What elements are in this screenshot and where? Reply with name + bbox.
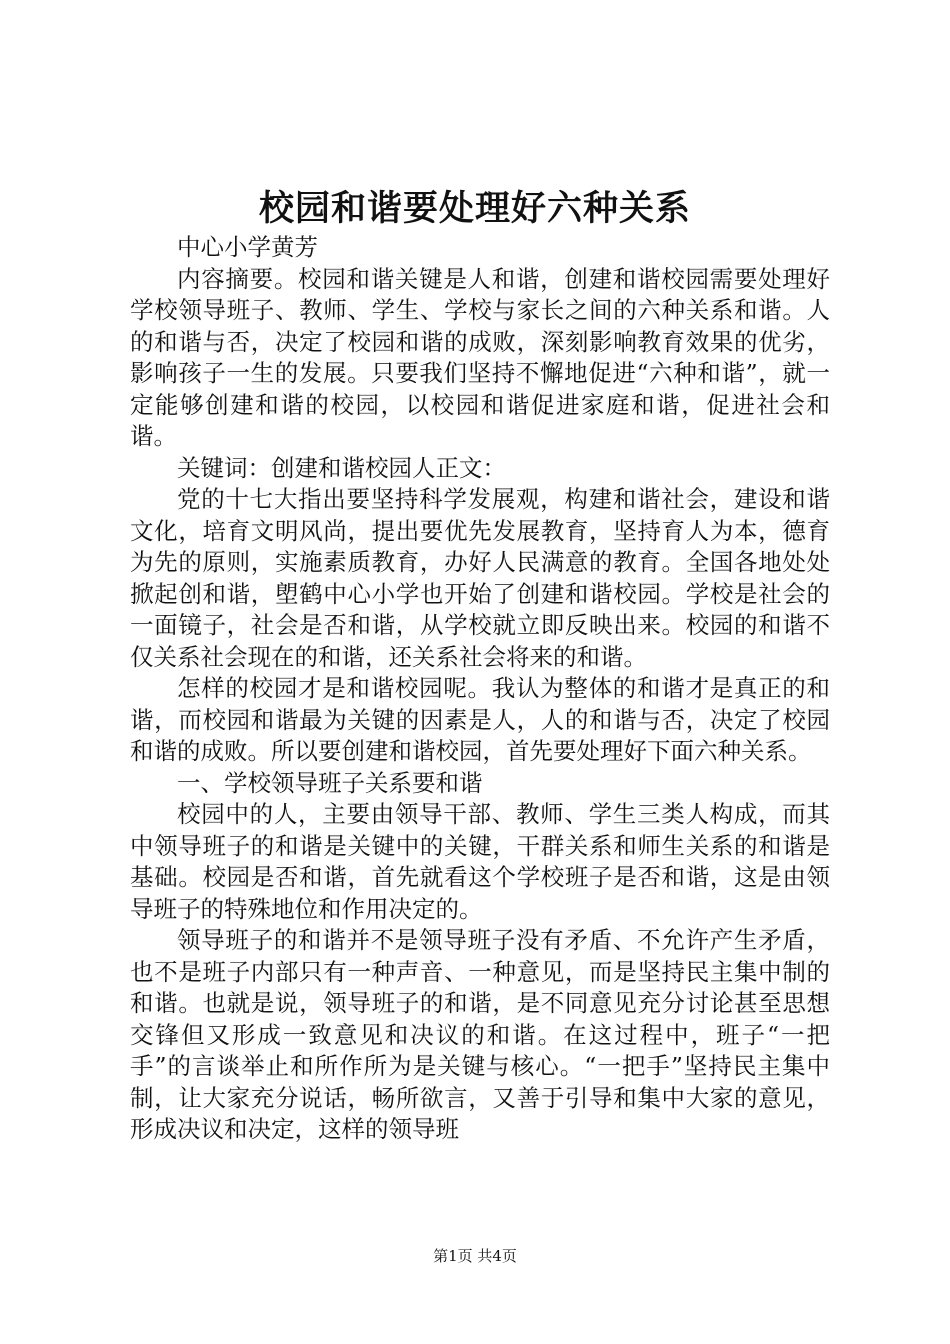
document-body bbox=[130, 232, 830, 1146]
keywords-line: 关键词：创建和谐校园人正文： bbox=[177, 453, 506, 482]
body-paragraph: 党的十七大指出要坚持科学发展观，构建和谐社会，建设和谐文化，培育文明风尚，提出要优先发展教育，坚持育人为本，德育为先的原则，实施素质教育，办好人民满意的教育。全国各地处处掀起创和谐，塱鹤中心小学也开始了创建和谐校园。学校是社会的一面镜子，社会是否和谐，从学校就立即反映出来。校园的和谐不仅关系社会现在的和谐，还关系社会将来的和谐。 bbox=[130, 485, 830, 671]
body-paragraph: 怎样的校园才是和谐校园呢。我认为整体的和谐才是真正的和谐，而校园和谐最为关键的因素是人，人的和谐与否，决定了校园和谐的成败。所以要创建和谐校园，首先要处理好下面六种关系。 bbox=[130, 674, 830, 765]
body-paragraph: 领导班子的和谐并不是领导班子没有矛盾、不允许产生矛盾，也不是班子内部只有一种声音、一种意见，而是坚持民主集中制的和谐。也就是说，领导班子的和谐，是不同意见充分讨论甚至思想交锋但又形成一致意见和决议的和谐。在这过程中，班子“一把手”的言谈举止和所作所为是关键与核心。“一把手”坚持民主集中制，让大家充分说话，畅所欲言，又善于引导和集中大家的意见，形成决议和决定，这样的领导班 bbox=[130, 926, 830, 1143]
section-heading: 一、学校领导班子关系要和谐 bbox=[177, 768, 483, 797]
abstract-paragraph: 内容摘要。校园和谐关键是人和谐，创建和谐校园需要处理好学校领导班子、教师、学生、学校与家长之间的六种关系和谐。人的和谐与否，决定了校园和谐的成败，深刻影响教育效果的优劣，影响孩子一生的发展。只要我们坚持不懈地促进“六种和谐”，就一定能够创建和谐的校园，以校园和谐促进家庭和谐，促进社会和谐。 bbox=[130, 264, 830, 450]
author-line: 中心小学黄芳 bbox=[177, 233, 318, 261]
body-paragraph: 校园中的人，主要由领导干部、教师、学生三类人构成，而其中领导班子的和谐是关键中的关键，干群关系和师生关系的和谐是基础。校园是否和谐，首先就看这个学校班子是否和谐，这是由领导班子的特殊地位和作用决定的。 bbox=[130, 800, 830, 923]
document-title: 校园和谐要处理好六种关系 bbox=[258, 188, 691, 229]
page-number-footer: 第1页 共4页 bbox=[433, 1247, 517, 1265]
